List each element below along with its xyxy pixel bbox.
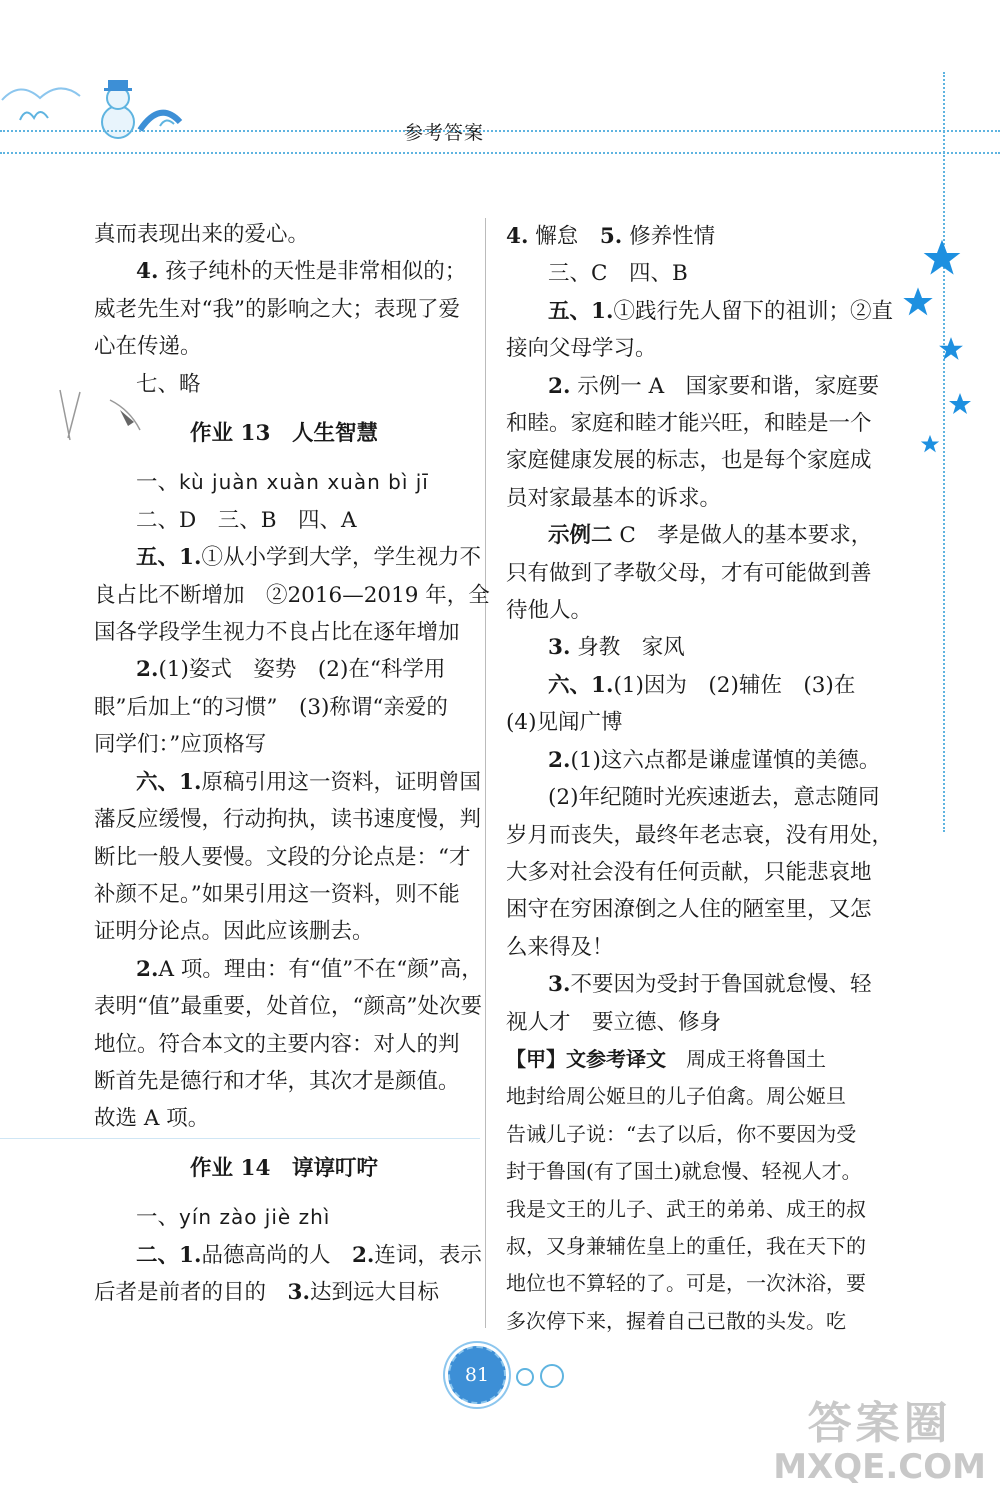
text-line: 我是文王的儿子、武王的弟弟、成王的叔 [506,1196,866,1221]
text-line [506,966,886,1003]
text-span: ①从小学到大学，学生视力不 [201,545,481,571]
text-line [506,1041,886,1078]
pinyin-line [94,1199,474,1236]
text-line: 国各学段学生视力不良占比在逐年增加 [94,620,460,646]
text-span: 达到远大目标 [309,1279,439,1305]
text-line [506,742,886,779]
translation-label: 【甲】文参考译文 [506,1046,666,1071]
text-line [94,539,481,576]
text-span: 品德高尚的人 [201,1242,352,1268]
text-line: 多次停下来，握着自己已散的头发。吃 [506,1308,846,1333]
text-span: (1)这六点都是谦虚谨慎的美德。 [570,747,881,773]
text-line: 地位也不算轻的了。可是，一次沐浴，要 [506,1271,866,1296]
item-number: 2. [548,747,571,773]
text-span: 身教 家风 [577,635,685,661]
text-line: 接向父母学习。 [506,336,657,362]
text-line: 封于鲁国(有了国土)就怠慢、轻视人才。 [506,1159,862,1184]
watermark-url: MXQE.COM [773,1447,986,1487]
text-line: 么来得及！ [506,934,614,960]
text-span: 示例一 A 国家要和谐，家庭要 [577,373,880,399]
item-number: 4. [506,224,529,249]
section-title-14: 作业 14 谆谆叮咛 [190,1155,378,1181]
star-icon [922,238,962,278]
text-line: 同学们：”应顶格写 [94,732,267,758]
right-margin-dotted-line [943,72,945,832]
text-span: 连词，表示 [374,1242,482,1268]
text-span: A 项。理由：有“值”不在“颜”高， [158,956,483,982]
text-line: 岁月而丧失，最终年老志衰，没有用处， [506,822,894,848]
text-line [94,764,481,801]
text-line: 眼”后加上“的习惯” (3)称谓“亲爱的 [94,694,448,720]
text-line [94,1237,482,1274]
text-span: 后者是前者的目的 [94,1279,288,1305]
text-line: 视人才 要立德、修身 [506,1009,722,1035]
text-line: 家庭健康发展的标志，也是每个家庭成 [506,448,872,474]
page-number: 81 [448,1346,506,1404]
center-divider-line [485,218,486,1328]
text-line: 威老先生对“我”的影响之大；表现了爱 [94,296,460,322]
text-line: 断比一般人要慢。文段的分论点是：“才 [94,844,471,870]
snowman-decoration [0,60,200,150]
text-span: (1)因为 (2)辅佐 (3)在 [613,672,856,698]
text-line [506,629,886,666]
item-number: 2. [548,373,571,399]
text-line: 地封给周公姬旦的儿子伯禽。周公姬旦 [506,1084,846,1109]
text-line: 待他人。 [506,598,593,624]
text-span: (1)姿式 姿势 (2)在“科学用 [158,657,446,683]
star-icon [920,434,940,454]
text-line: 大多对社会没有任何贡献，只能悲哀地 [506,859,872,885]
text-line [94,951,483,988]
item-number: 二、1. [136,1242,202,1268]
text-span: 原稿引用这一资料，证明曾国 [201,769,481,795]
text-line: 和睦。家庭和睦才能兴旺，和睦是一个 [506,411,872,437]
text-line: 员对家最基本的诉求。 [506,485,722,511]
pinyin-text: kù juàn xuàn xuàn bì jī [179,470,429,495]
item-number: 六、1. [548,672,614,698]
text-span: 懈怠 [535,224,600,249]
text-line: 叔，又身兼辅佐皇上的重任，我在天下的 [506,1233,866,1258]
star-icon [902,286,934,318]
text-span: C 孝是做人的基本要求， [612,523,873,549]
text-line [506,517,886,554]
item-number: 3. [548,972,571,998]
text-line: 七、略 [136,371,201,397]
text-line: 藩反应缓慢，行动拘执，读书速度慢，判 [94,807,482,833]
header-dotted-line [0,152,1000,154]
small-circle-decoration [516,1368,534,1386]
text-line [94,1274,474,1311]
text-span: 周成王将鲁国土 [666,1046,826,1071]
text-line: 三、C 四、B [548,261,688,287]
text-line: 告诫儿子说：“去了以后，你不要因为受 [506,1121,857,1146]
text-line: 表明“值”最重要，处首位，“颜高”处次要 [94,994,482,1020]
left-column [94,216,490,1311]
text-span: ①践行先人留下的祖训；②直 [613,298,893,324]
text-line: 困守在穷困潦倒之人住的陋室里，又怎 [506,897,872,923]
item-number: 2. [136,657,159,683]
text-line: 二、D 三、B 四、A [136,507,357,533]
pinyin-text: yín zào jiè zhì [179,1205,331,1230]
item-number: 2. [351,1242,375,1268]
text-line: (2)年纪随时光疾速逝去，意志随同 [548,785,880,811]
item-number: 五、1. [136,545,202,571]
star-icon [938,336,964,362]
circle-decoration [540,1364,564,1388]
text-line: 断首先是德行和才华，其次才是颜值。 [94,1068,460,1094]
text-span: 孩子纯朴的天性是非常相似的； [165,259,467,285]
text-line [506,667,886,704]
item-number: 4. [136,259,159,285]
text-line [506,293,893,330]
watermark [773,1400,986,1486]
item-number: 2. [136,956,159,982]
text-line [94,253,474,290]
text-line: (4)见闻广博 [506,710,623,736]
text-line: 地位。符合本文的主要内容：对人的判 [94,1031,460,1057]
item-number: 3. [287,1279,310,1305]
right-column [506,218,894,1340]
star-icon [948,392,972,416]
example-label: 示例二 [548,523,613,549]
text-line [506,218,886,255]
header-title: 参考答案 [404,122,485,144]
text-span: 不要因为受封于鲁国就怠慢、轻 [570,972,872,998]
text-line: 只有做到了孝敬父母，才有可能做到善 [506,560,872,586]
pinyin-line [94,464,474,501]
header-top-dotted-line [0,130,1000,132]
pinyin-label: 一、 [136,470,180,496]
text-line: 证明分论点。因此应该删去。 [94,919,374,945]
section-title-13: 作业 13 人生智慧 [190,421,378,447]
item-number: 五、1. [548,298,614,324]
text-line [94,651,474,688]
text-line [506,368,886,405]
watermark-title: 答案圈 [807,1398,952,1449]
text-line: 故选 A 项。 [94,1106,210,1132]
text-line: 良占比不断增加 ②2016—2019 年，全 [94,582,490,608]
text-span: 修养性情 [629,224,716,249]
item-number: 5. [599,224,623,249]
text-line: 心在传递。 [94,334,202,360]
item-number: 六、1. [136,769,202,795]
text-line: 补颜不足。”如果引用这一资料，则不能 [94,881,460,907]
pinyin-label: 一、 [136,1205,180,1231]
text-line: 真而表现出来的爱心。 [94,222,310,247]
item-number: 3. [548,635,571,661]
